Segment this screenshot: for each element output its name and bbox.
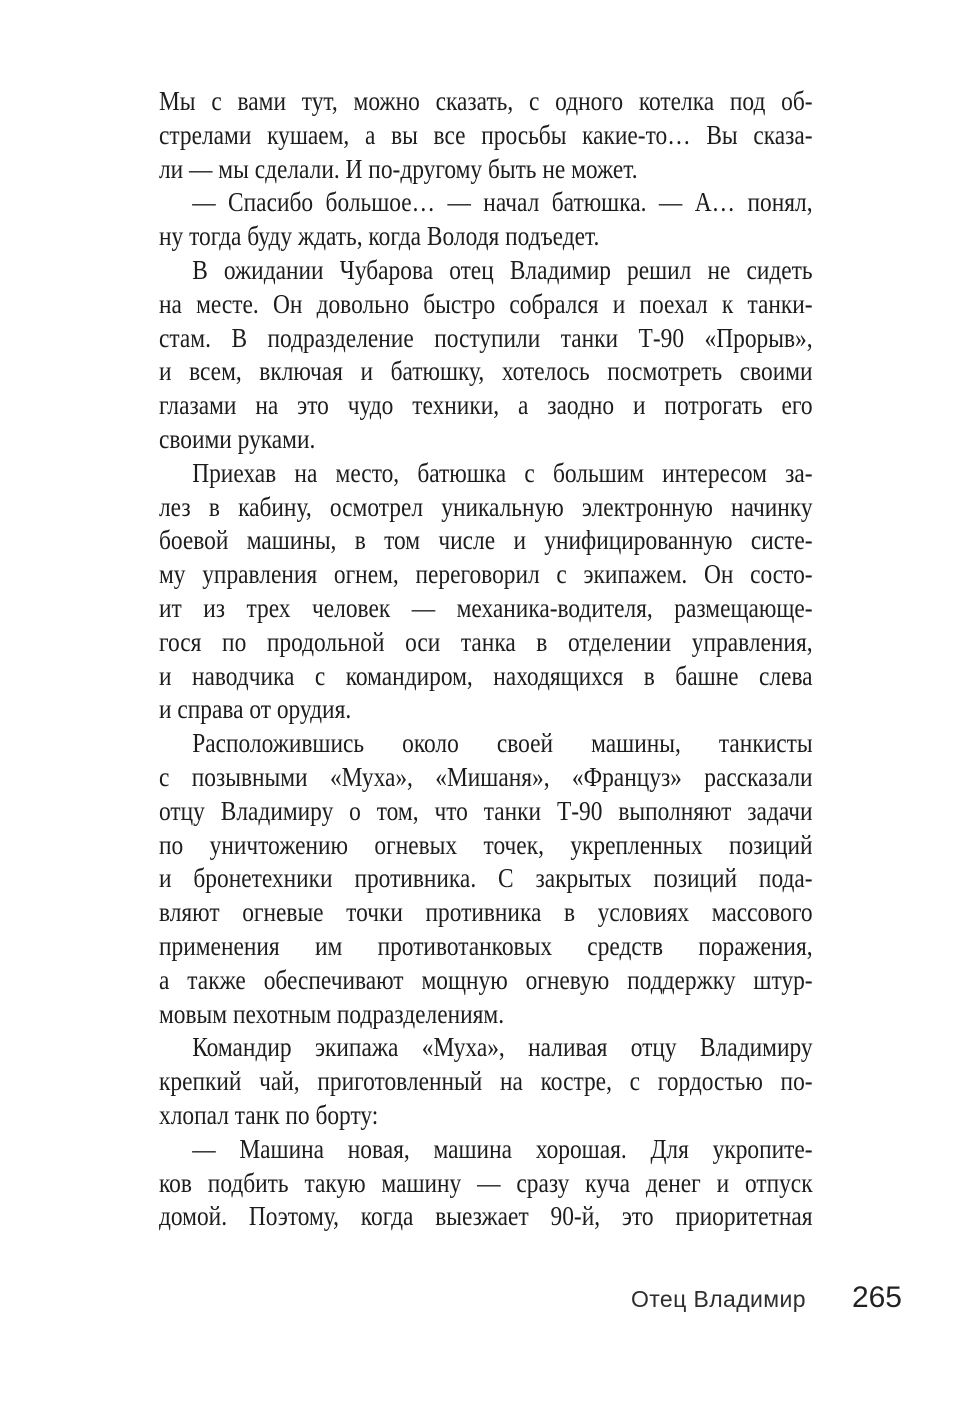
text-line: Приехав на место, батюшка с большим интересом за- (192, 456, 813, 488)
text-line: стрелами кушаем, а вы все просьбы какие-то… Вы сказа- (159, 118, 813, 150)
text-line: по уничтожению огневых точек, укрепленных позиций (159, 828, 813, 860)
text-line: ит из трех человек — механика-водителя, размещающе- (159, 591, 813, 623)
running-title: Отец Владимир (630, 1286, 806, 1312)
text-line: Мы с вами тут, можно сказать, с одного котелка под об- (159, 85, 813, 116)
text-line: вляют огневые точки противника в условиях массового (159, 896, 813, 928)
text-line: ли — мы сделали. И по-другому быть не может. (159, 152, 638, 184)
text-line: отцу Владимиру о том, что танки Т-90 выполняют задачи (159, 794, 813, 826)
text-line: хлопал танк по борту: (159, 1098, 379, 1130)
page-number: 265 (851, 1281, 902, 1314)
footer (160, 1281, 902, 1315)
text-line: — Спасибо большое… — начал батюшка. — А… понял, (192, 186, 813, 218)
text-block (159, 84, 813, 1233)
text-line: стам. В подразделение поступили танки Т-90 «Прорыв», (159, 321, 813, 353)
paragraph (159, 84, 813, 185)
paragraph (159, 185, 813, 253)
text-line: домой. Поэтому, когда выезжает 90-й, это приоритетная (159, 1200, 813, 1232)
text-line: Командир экипажа «Муха», наливая отцу Владимиру (192, 1031, 813, 1063)
text-line: мовым пехотным подразделениям. (159, 997, 505, 1029)
text-line: лез в кабину, осмотрел уникальную электронную начинку (159, 490, 813, 522)
text-line: крепкий чай, приготовленный на костре, с гордостью по- (159, 1065, 813, 1097)
text-line: ков подбить такую машину — сразу куча денег и отпуск (159, 1166, 813, 1198)
text-line: гося по продольной оси танка в отделении управления, (159, 625, 813, 657)
text-line: му управления огнем, переговорил с экипажем. Он состо- (159, 558, 813, 590)
paragraph (159, 456, 813, 726)
text-line: В ожидании Чубарова отец Владимир решил не сидеть (192, 253, 813, 285)
text-line: и бронетехники противника. С закрытых позиций пода- (159, 862, 813, 894)
text-line: глазами на это чудо техники, а заодно и потрогать его (159, 389, 813, 421)
text-line: своими руками. (159, 422, 316, 454)
text-line: с позывными «Муха», «Мишаня», «Француз» рассказали (159, 760, 813, 792)
text-line: и всем, включая и батюшку, хотелось посмотреть своими (159, 355, 813, 387)
text-line: ну тогда буду ждать, когда Володя подъедет. (159, 220, 600, 252)
text-line: Расположившись около своей машины, танкисты (192, 727, 813, 759)
text-line: а также обеспечивают мощную огневую поддержку штур- (159, 963, 813, 995)
text-line: — Машина новая, машина хорошая. Для укропите- (192, 1132, 813, 1164)
text-line: боевой машины, в том числе и унифицированную систе- (159, 524, 813, 556)
text-line: и справа от орудия. (159, 693, 352, 725)
paragraph (159, 726, 813, 1030)
text-line: на месте. Он довольно быстро собрался и поехал к танки- (159, 287, 813, 319)
text-line: и наводчика с командиром, находящихся в башне слева (159, 659, 813, 691)
text-line: применения им противотанковых средств поражения, (159, 929, 813, 961)
paragraph (159, 1030, 813, 1131)
paragraph (159, 1132, 813, 1233)
paragraph (159, 253, 813, 456)
